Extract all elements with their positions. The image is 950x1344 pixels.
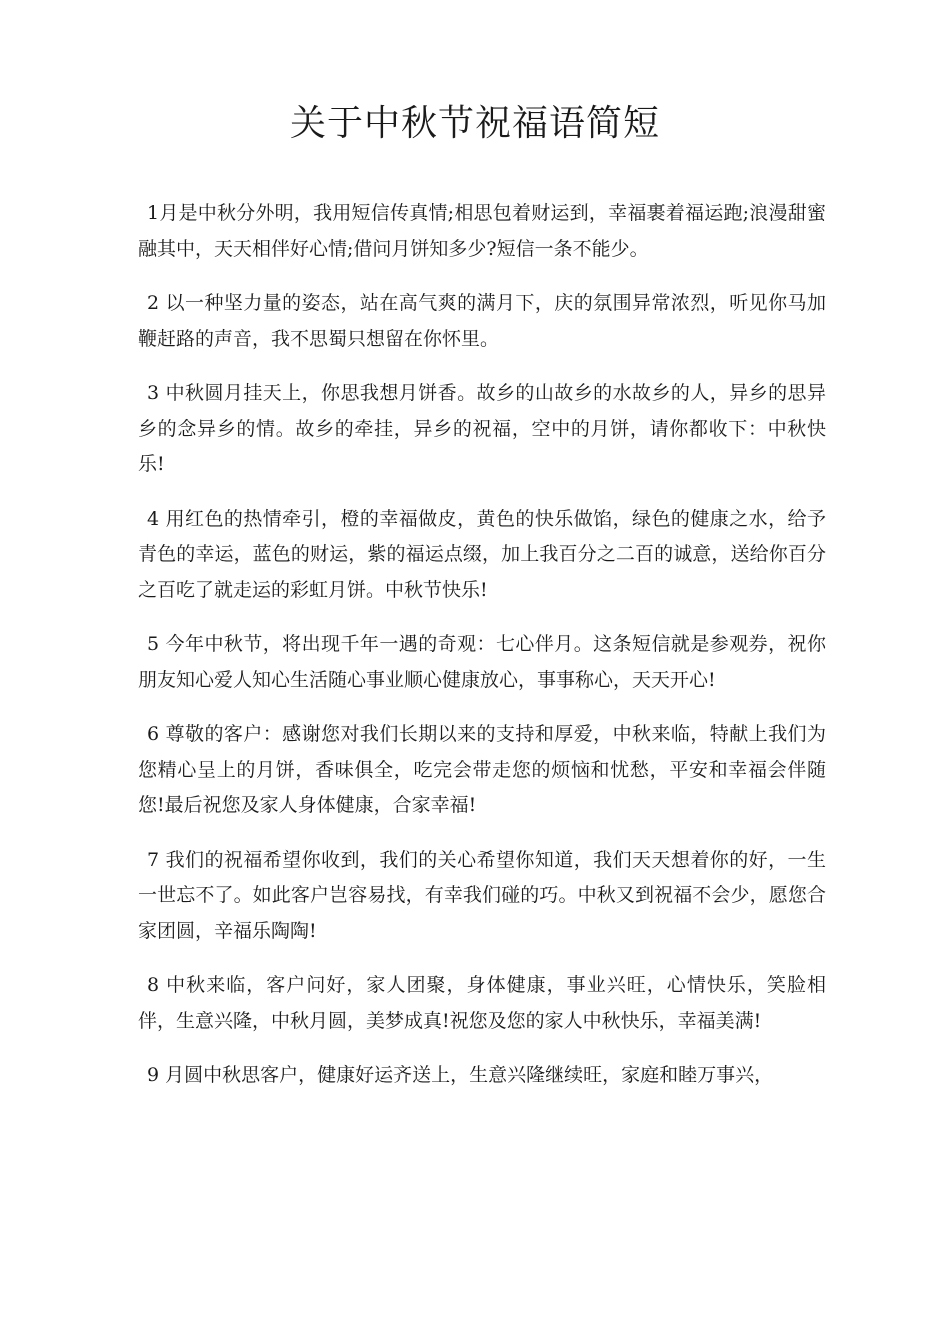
paragraph-5: 5 今年中秋节，将出现千年一遇的奇观：七心伴月。这条短信就是参观券，祝你朋友知心爱人知心生活随心事业顺心健康放心，事事称心，天天开心! xyxy=(138,633,826,691)
paragraph-8: 8 中秋来临，客户问好，家人团聚，身体健康，事业兴旺，心情快乐，笑脸相伴，生意兴隆，中秋月圆，美梦成真!祝您及您的家人中秋快乐，幸福美满! xyxy=(138,974,826,1032)
paragraph-3: 3 中秋圆月挂天上，你思我想月饼香。故乡的山故乡的水故乡的人，异乡的思异乡的念异乡的情。故乡的牵挂，异乡的祝福，空中的月饼，请你都收下：中秋快乐! xyxy=(138,382,826,475)
document-title: 关于中秋节祝福语简短 xyxy=(289,103,660,144)
paragraph-7: 7 我们的祝福希望你收到，我们的关心希望你知道，我们天天想着你的好，一生一世忘不了。如此客户岂容易找，有幸我们碰的巧。中秋又到祝福不会少，愿您合家团圆，辛福乐陶陶! xyxy=(138,848,826,942)
document-body xyxy=(138,196,826,1113)
paragraph-6: 6 尊敬的客户：感谢您对我们长期以来的支持和厚爱，中秋来临，特献上我们为您精心呈上的月饼，香味俱全，吃完会带走您的烦恼和忧愁，平安和幸福会伴随您!最后祝您及家人身体健康，合家幸福! xyxy=(138,723,826,816)
paragraph-2: 2 以一种坚力量的姿态，站在高气爽的满月下，庆的氛围异常浓烈，听见你马加鞭赶路的声音，我不思蜀只想留在你怀里。 xyxy=(138,292,826,350)
paragraph-4: 4 用红色的热情牵引，橙的幸福做皮，黄色的快乐做馅，绿色的健康之水，给予青色的幸运，蓝色的财运，紫的福运点缀，加上我百分之二百的诚意，送给你百分之百吃了就走运的彩虹月饼。中秋节快乐! xyxy=(138,507,826,601)
paragraph-9: 9 月圆中秋思客户，健康好运齐送上，生意兴隆继续旺，家庭和睦万事兴， xyxy=(147,1064,774,1086)
paragraph-1: 1月是中秋分外明，我用短信传真情;相思包着财运到，幸福裹着福运跑;浪漫甜蜜融其中，天天相伴好心情;借问月饼知多少?短信一条不能少。 xyxy=(138,202,826,260)
